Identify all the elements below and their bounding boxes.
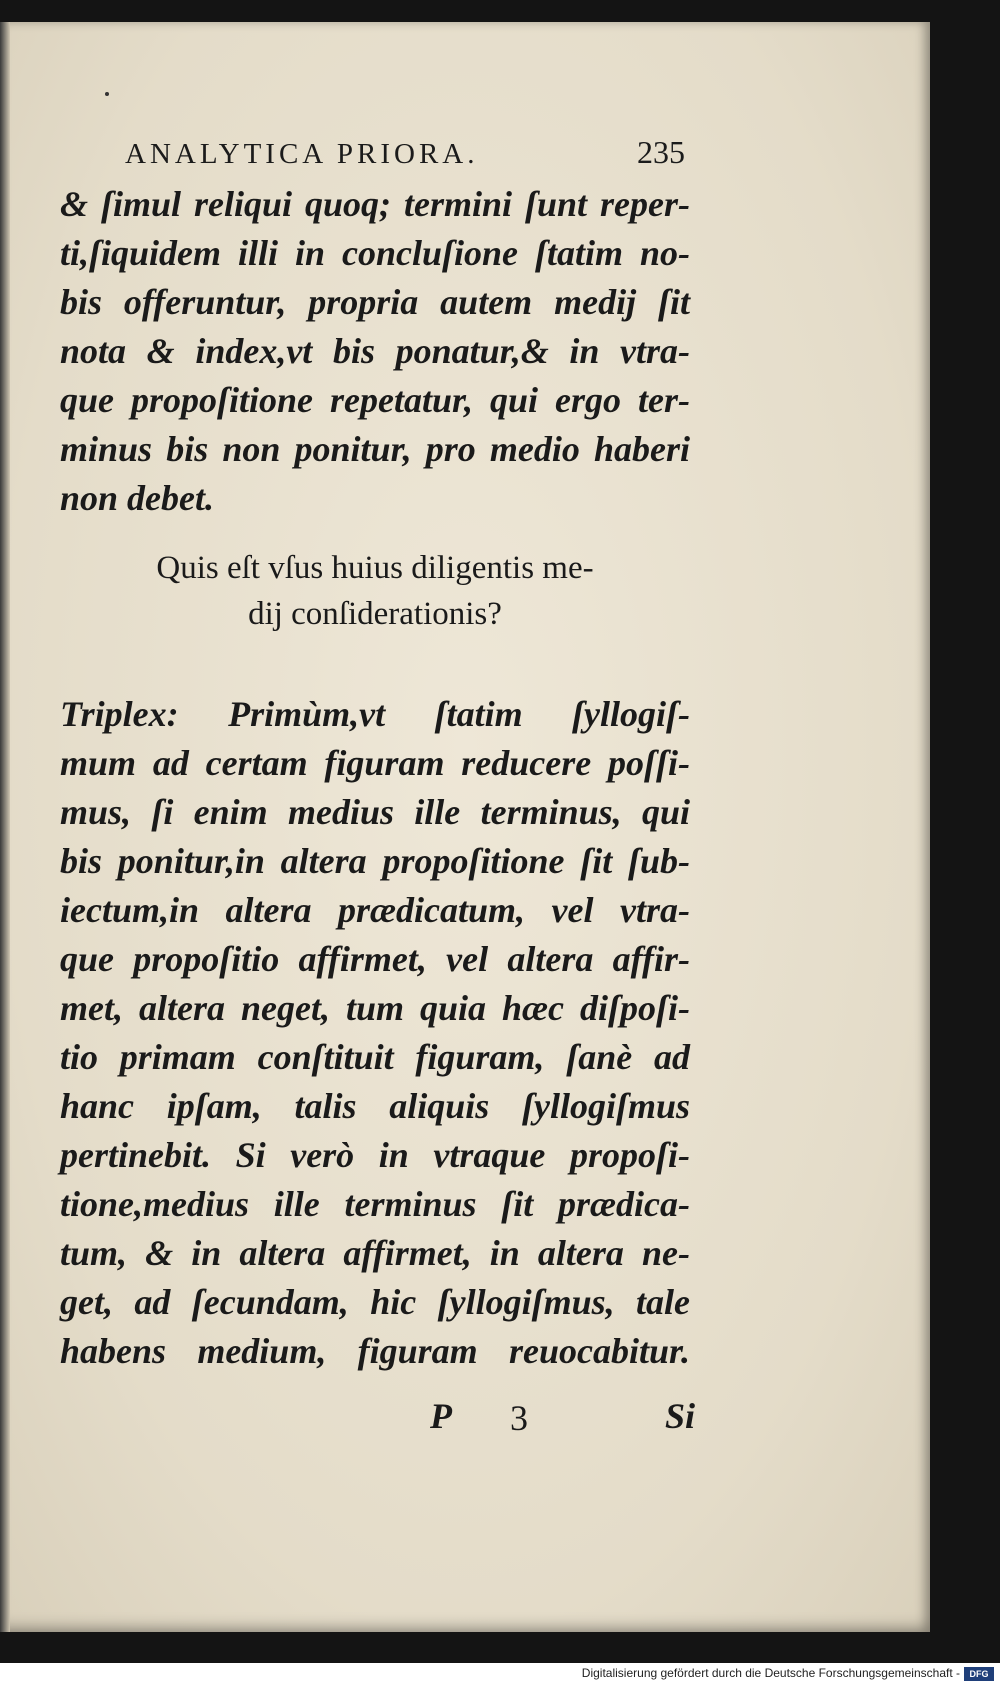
text-line: nota & index,vt bis ponatur,& in vtra-	[60, 331, 690, 371]
paragraph-continuation	[60, 180, 690, 523]
text-line: habens medium, figuram reuocabitur.	[60, 1331, 690, 1371]
running-title: ANALYTICA PRIORA.	[125, 138, 479, 170]
text-line: mum ad certam figuram reducere poſſi-	[60, 743, 690, 783]
credit-text: Digitalisierung gefördert durch die Deutsche Forschungsgemeinschaft -	[581, 1666, 960, 1680]
text-line: bis ponitur,in altera propoſitione ſit ſub-	[60, 841, 690, 881]
text-line: Triplex: Primùm,vt ſtatim ſyllogiſ-	[60, 694, 690, 734]
text-line: ti,ſiquidem illi in concluſione ſtatim no-	[60, 233, 690, 273]
text-line: mus, ſi enim medius ille terminus, qui	[60, 792, 690, 832]
text-line: pertinebit. Si verò in vtraque propoſi-	[60, 1135, 690, 1175]
answer-paragraph	[60, 690, 690, 1376]
signature-mark: P	[430, 1396, 452, 1436]
text-line: & ſimul reliqui quoq; termini ſunt reper-	[60, 184, 690, 224]
page-number: 235	[637, 134, 685, 170]
page-footer	[0, 1395, 930, 1445]
text-line: que propoſitione repetatur, qui ergo ter-	[60, 380, 690, 420]
text-line: bis offeruntur, propria autem medij ſit	[60, 282, 690, 322]
catchword: Si	[665, 1396, 696, 1436]
question-line: dij conſiderationis?	[248, 596, 502, 632]
dfg-logo-icon: DFG	[964, 1667, 994, 1681]
page-header	[125, 134, 685, 178]
text-line: non debet.	[60, 478, 215, 518]
text-line: iectum,in altera prædicatum, vel vtra-	[60, 890, 690, 930]
text-line: hanc ipſam, talis aliquis ſyllogiſmus	[60, 1086, 690, 1126]
text-line: met, altera neget, tum quia hæc diſpoſi-	[60, 988, 690, 1028]
text-line: tio primam conſtituit figuram, ſanè ad	[60, 1037, 690, 1077]
signature-number: 3	[510, 1398, 528, 1438]
page-gutter-edge	[0, 22, 10, 1632]
text-line: tum, & in altera affirmet, in altera ne-	[60, 1233, 690, 1273]
digitization-credit-bar	[0, 1663, 1000, 1685]
question-heading	[60, 545, 690, 637]
question-line: Quis eſt vſus huius diligentis me-	[156, 550, 594, 586]
text-line: tione,medius ille terminus ſit prædica-	[60, 1184, 690, 1224]
ink-speck	[105, 92, 109, 96]
text-line: minus bis non ponitur, pro medio haberi	[60, 429, 690, 469]
text-line: que propoſitio affirmet, vel altera affir-	[60, 939, 690, 979]
text-line: get, ad ſecundam, hic ſyllogiſmus, tale	[60, 1282, 690, 1322]
